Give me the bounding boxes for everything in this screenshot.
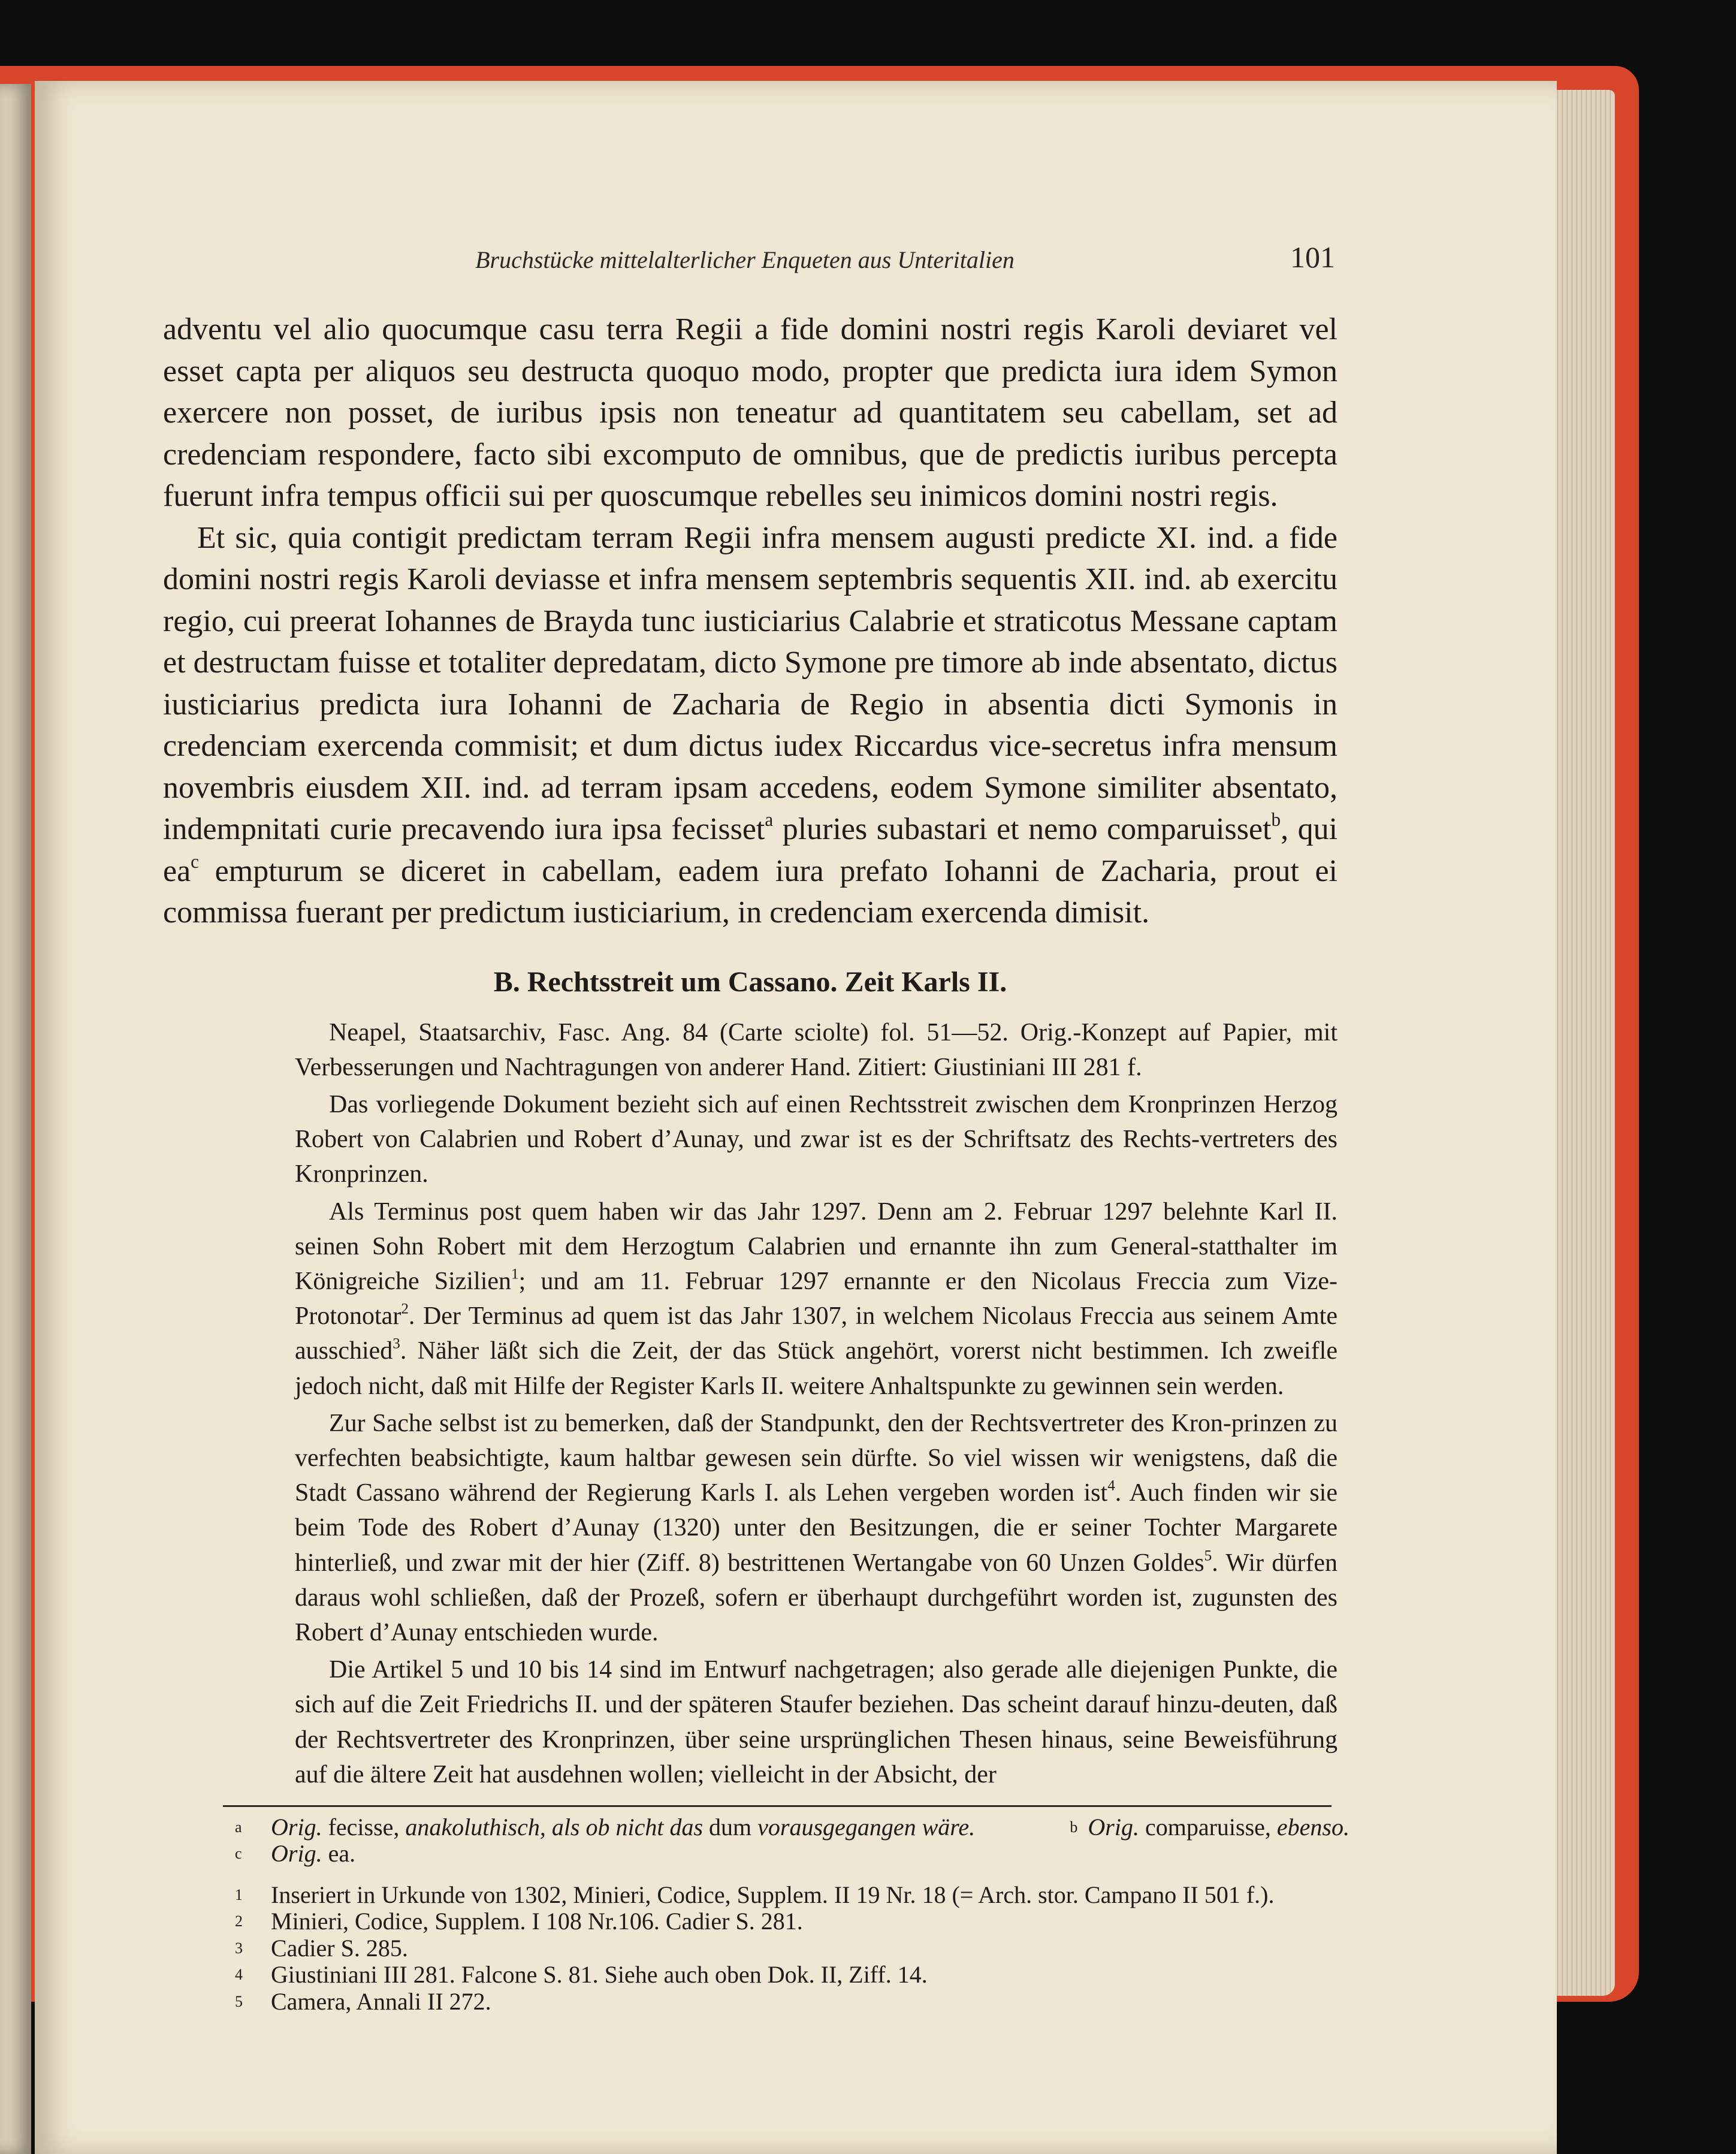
- footnotes: [235, 1813, 1349, 2016]
- paragraph: Die Artikel 5 und 10 bis 14 sind im Entwurf nachgetragen; also gerade alle diejenigen Punkte, die sich auf die Zeit Friedrichs II. und der späteren Staufer beziehen. Das scheint darauf hinzu-deuten, daß der Rechtsvertreter des Kronprinzen, über seine ursprünglichen Thesen hinaus, seine Beweisführung auf die ältere Zeit hat ausdehnen wollen; vielleicht in der Absicht, der: [295, 1656, 1338, 1788]
- footnote-5: 5 Camera, Annali II 272.: [235, 1987, 491, 2015]
- footnote-rule: [223, 1805, 1332, 1807]
- page-number: 101: [1290, 240, 1335, 274]
- footnote-2: 2 Minieri, Codice, Supplem. I 108 Nr.106. Cadier S. 281.: [235, 1908, 803, 1935]
- commentary: [295, 1015, 1338, 1792]
- section-heading: B. Rechtsstreit um Cassano. Zeit Karls II.: [493, 966, 1007, 998]
- paragraph: Neapel, Staatsarchiv, Fasc. Ang. 84 (Carte sciolte) fol. 51—52. Orig.-Konzept auf Papier, mit Verbesserungen und Nachtragungen von anderer Hand. Zitiert: Giustiniani III 281 f.: [295, 1018, 1338, 1081]
- page-header: [155, 240, 1335, 288]
- footnote-ref: 5: [1204, 1547, 1212, 1564]
- footnote-ref: 4: [1107, 1477, 1115, 1494]
- book-page: [35, 81, 1557, 2154]
- paragraph: Das vorliegende Dokument bezieht sich auf einen Rechtsstreit zwischen dem Kronprinzen Herzog Robert von Calabrien und Robert d’Aunay, und zwar ist es der Schriftsatz des Rechts-vertreters des Kronprinzen.: [295, 1090, 1338, 1188]
- footnote-ref: 1: [511, 1266, 519, 1283]
- footnote-ref: a: [765, 809, 774, 831]
- page-block-edge: [1549, 90, 1615, 1996]
- body-text: [163, 309, 1349, 2015]
- footnote-1: 1 Inseriert in Urkunde von 1302, Minieri, Codice, Supplem. II 19 Nr. 18 (= Arch. stor. Campano II 501 f.).: [235, 1881, 1275, 1908]
- running-title: Bruchstücke mittelalterlicher Enqueten aus Unteritalien: [475, 246, 1015, 273]
- paragraph: adventu vel alio quocumque casu terra Regii a fide domini nostri regis Karoli deviaret vel esset capta per aliquos seu destructa quoquo modo, propter que predicta iura idem Symon exercere non posset, de iuribus ipsis non teneatur ad quantitatem seu cabellam, set ad credenciam respondere, facto sibi excomputo de omnibus, que de predictis iuribus percepta fuerunt infra tempus officii sui per quoscumque rebelles seu inimicos domini nostri regis.: [163, 312, 1338, 513]
- footnote-ref: c: [191, 850, 200, 872]
- footnote-3: 3 Cadier S. 285.: [235, 1934, 408, 1962]
- paragraph: Et sic, quia contigit predictam terram Regii infra mensem augusti predicte XI. ind. a fide domini nostri regis Karoli deviasse et infra mensem septembris sequentis XII. ind. ab exercitu regio, cui preerat Iohannes de Brayda tunc iusticiarius Calabrie et straticotus Messane captam et destructam fuisse et totaliter depredatam, dicto Symone pre timore ab inde absentato, dictus iusticiarius predicta iura Iohanni de Zacharia de Regio in absentia dicti Symonis in credenciam exercenda commisit; et dum dictus iudex Riccardus vice-secretus infra mensum novembris eiusdem XII. ind. ad terram ipsam accedens, eodem Symone similiter absentato, indempnitati curie precavendo iura ipsa fecisset$^a$ pluries subastari et nemo comparuisset$^b$, qui $ea^c$ empturum se diceret in cabellam, eadem iura prefato Iohanni de Zacharia, prout ei commissa fuerant per predictum iusticiarium, in credenciam exercenda dimisit.: [163, 520, 1338, 930]
- facing-page-edge: [0, 84, 31, 2154]
- footnote-ref: 3: [393, 1335, 400, 1352]
- footnote-4: 4 Giustiniani III 281. Falcone S. 81. Siehe auch oben Dok. II, Ziff. 14.: [235, 1961, 928, 1989]
- footnote-b: b Orig. comparuisse, ebenso.: [1070, 1813, 1349, 1841]
- footnote-ref: b: [1271, 809, 1281, 831]
- latin-text: [163, 309, 1338, 934]
- footnote-a: a Orig. fecisse, anakoluthisch, als ob nicht das dum vorausgegangen wäre.: [235, 1813, 976, 1841]
- footnote-c: c Orig. ea.: [235, 1840, 356, 1868]
- paragraph: Zur Sache selbst ist zu bemerken, daß der Standpunkt, den der Rechtsvertreter des Kron-prinzen zu verfechten beabsichtigte, kaum haltbar gewesen sein dürfte. So viel wissen wir wenigstens, daß die Stadt Cassano während der Regierung Karls I. als Lehen vergeben worden ist$^4$. Auch finden wir sie beim Tode des Robert d’Aunay (1320) unter den Besitzungen, die er seiner Tochter Margarete hinterließ, und zwar mit der hier (Ziff. 8) bestrittenen Wertangabe von 60 Unzen Goldes$^5$. Wir dürfen daraus wohl schließen, daß der Prozeß, sofern er überhaupt durchgeführt worden ist, zugunsten des Robert d’Aunay entschieden wurde.: [295, 1409, 1338, 1646]
- paragraph: Als Terminus post quem haben wir das Jahr 1297. Denn am 2. Februar 1297 belehnte Karl II. seinen Sohn Robert mit dem Herzogtum Calabrien und ernannte ihn zum General-statthalter im Königreiche Sizilien$^1$; und am 11. Februar 1297 ernannte er den Nicolaus Freccia zum Vize-Protonotar$^2$. Der Terminus ad quem ist das Jahr 1307, in welchem Nicolaus Freccia aus seinem Amte ausschied$^3$. Näher läßt sich die Zeit, der das Stück angehört, vorerst nicht bestimmen. Ich zweifle jedoch nicht, daß mit Hilfe der Register Karls II. weitere Anhaltspunkte zu gewinnen sein werden.: [295, 1197, 1338, 1400]
- footnote-row: [235, 1814, 1349, 1841]
- footnote-ref: 2: [401, 1301, 409, 1317]
